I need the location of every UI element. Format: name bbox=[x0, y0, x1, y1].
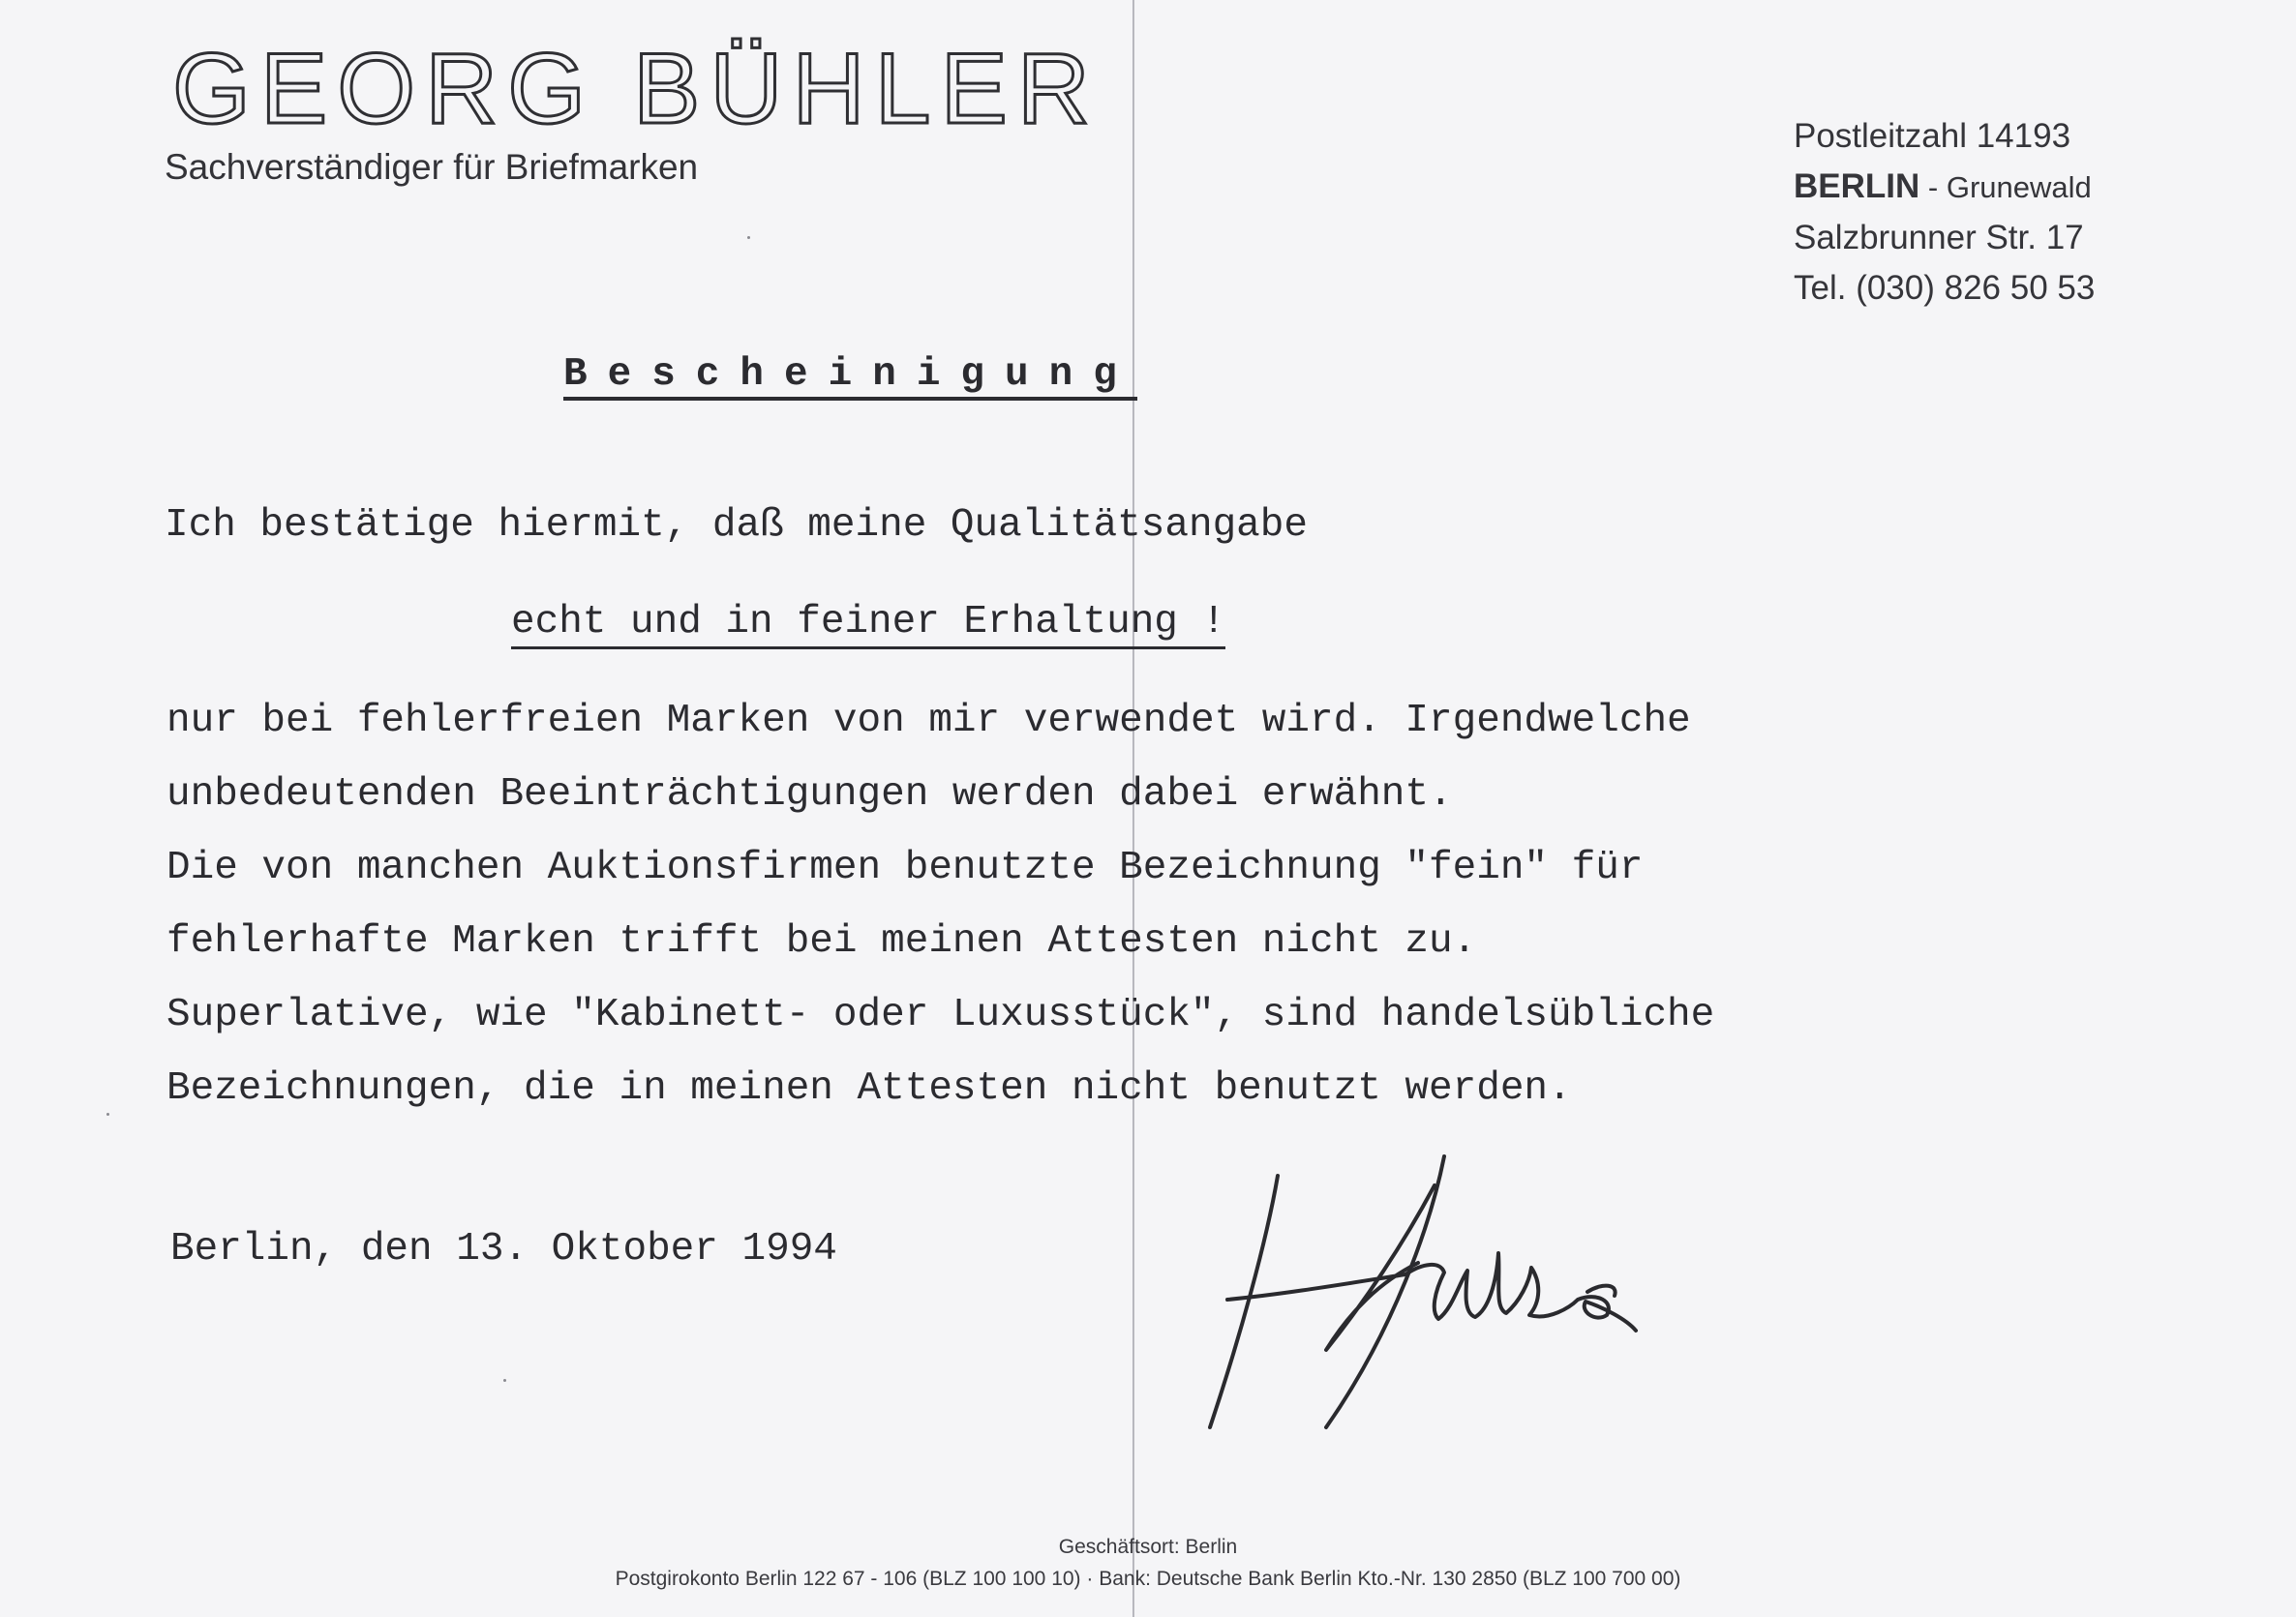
paper-speck bbox=[106, 1113, 109, 1116]
quality-statement bbox=[511, 600, 1225, 644]
address-street: Salzbrunner Str. 17 bbox=[1794, 219, 2084, 256]
document-heading: Bescheinigung bbox=[563, 354, 1137, 401]
address-postcode: Postleitzahl 14193 bbox=[1794, 117, 2071, 155]
footer-bank-details: Postgirokonto Berlin 122 67 - 106 (BLZ 100 100 10) · Bank: Deutsche Bank Berlin Kto.-Nr. 130 2850 (BLZ 100 700 00) bbox=[615, 1568, 1681, 1590]
address-district: - Grunewald bbox=[1919, 170, 2092, 204]
paper-speck bbox=[503, 1379, 506, 1382]
letterhead-subtitle: Sachverständiger für Briefmarken bbox=[165, 147, 699, 187]
body-line: fehlerhafte Marken trifft bei meinen Attesten nicht zu. bbox=[166, 919, 1477, 964]
handwritten-signature bbox=[1181, 1137, 1684, 1456]
letterhead-brand: GEORG BÜHLER bbox=[172, 33, 1100, 145]
body-line: Bezeichnungen, die in meinen Attesten nicht benutzt werden. bbox=[166, 1066, 1572, 1111]
address-city: BERLIN bbox=[1794, 167, 1920, 205]
footer-location: Geschäftsort: Berlin bbox=[1058, 1536, 1238, 1558]
address-city-line bbox=[1794, 162, 2095, 213]
letterhead-address bbox=[1794, 111, 2095, 314]
paper-speck bbox=[747, 236, 750, 239]
body-line: nur bei fehlerfreien Marken von mir verwendet wird. Irgendwelche bbox=[166, 699, 1691, 743]
place-and-date: Berlin, den 13. Oktober 1994 bbox=[170, 1227, 837, 1272]
body-line: Die von manchen Auktionsfirmen benutzte Bezeichnung "fein" für bbox=[166, 846, 1644, 890]
address-phone: Tel. (030) 826 50 53 bbox=[1794, 269, 2096, 307]
document-intro: Ich bestätige hiermit, daß meine Qualitätsangabe bbox=[165, 503, 1308, 548]
quality-statement-text: echt und in feiner Erhaltung ! bbox=[511, 600, 1225, 649]
body-line: Superlative, wie "Kabinett- oder Luxusstück", sind handelsübliche bbox=[166, 993, 1715, 1037]
body-line: unbedeutenden Beeinträchtigungen werden dabei erwähnt. bbox=[166, 772, 1453, 817]
